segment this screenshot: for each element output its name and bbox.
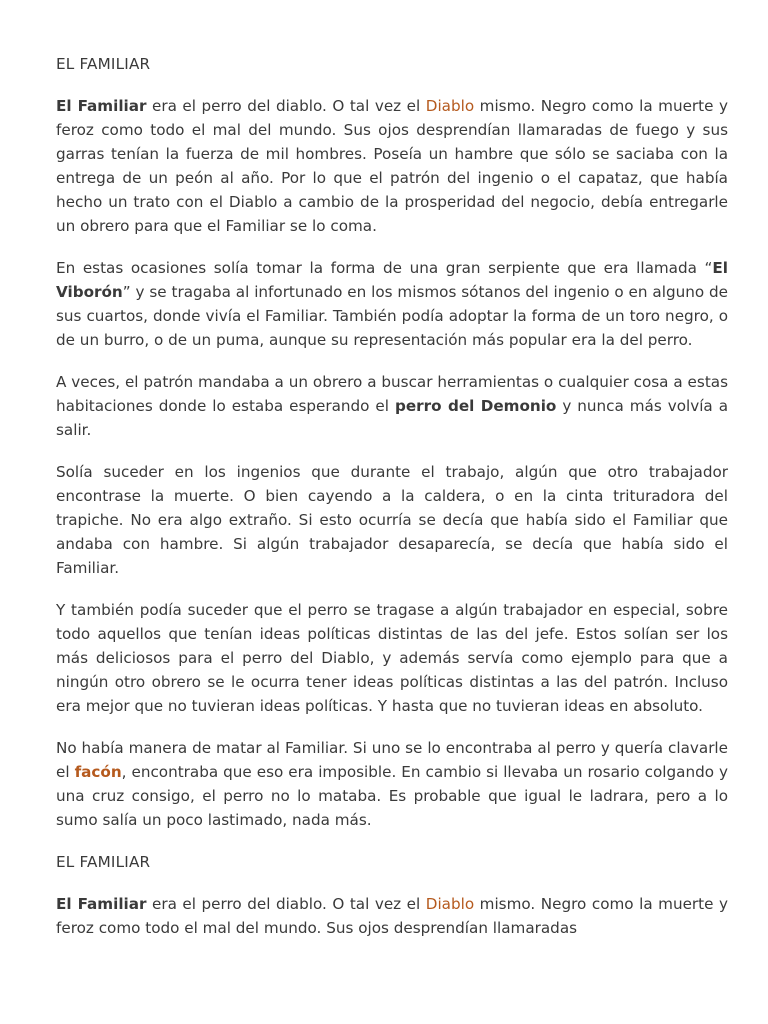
paragraph-4: Solía suceder en los ingenios que durante el trabajo, algún que otro trabajador encontrase la muerte. O bien cayendo a la caldera, o en la cinta trituradora del trapiche. No era algo extraño. Si esto ocurría se decía que había sido el Familiar que andaba con hambre. Si algún trabajador desaparecía, se decía que había sido el Familiar. [56,463,728,577]
paragraph-6 [56,736,728,832]
paragraph-7 [56,892,728,940]
bold-term: perro del Demonio [394,397,557,415]
text-run: era el perro del diablo. O tal vez el [146,895,426,913]
highlighted-link[interactable]: facón [74,763,122,781]
paragraph-5: Y también podía suceder que el perro se tragase a algún trabajador en especial, sobre todo aquellos que tenían ideas políticas distintas de las del jefe. Estos solían ser los más deliciosos para el perro del Diablo, y además servía como ejemplo para que a ningún otro obrero se le ocurra tener ideas políticas distintas a las del patrón. Incluso era mejor que no tuvieran ideas políticas. Y hasta que no tuvieran ideas en absoluto. [56,601,728,715]
bold-term: El Familiar [56,895,147,913]
highlighted-link[interactable]: Diablo [425,97,475,115]
paragraph-3 [56,370,728,442]
text-run: , encontraba que eso era imposible. En cambio si llevaba un rosario colgando y una cruz consigo, el perro no lo mataba. Es probable que igual le ladrara, pero a lo sumo salía un poco lastimado, nada más. [56,763,728,829]
document-page [56,52,728,958]
text-run: No había manera de matar al Familiar. Si uno se lo encontraba al perro y quería clavarle el [56,739,728,781]
text-run: era el perro del diablo. O tal vez el [146,97,426,115]
bold-term: El Viborón [56,259,728,301]
text-run: mismo. Negro como la muerte y feroz como todo el mal del mundo. Sus ojos desprendían llamaradas [56,895,728,937]
paragraph-1 [56,94,728,238]
text-run: y nunca más volvía a salir. [56,397,728,439]
highlighted-link[interactable]: Diablo [425,895,475,913]
section-title-repeat: EL FAMILIAR [56,853,151,871]
text-run: ” y se tragaba al infortunado en los mismos sótanos del ingenio o en alguno de sus cuartos, donde vivía el Familiar. También podía adoptar la forma de un toro negro, o de un burro, o de un puma, aunque su representación más popular era la del perro. [56,283,728,349]
bold-term: El Familiar [56,97,147,115]
section-title: EL FAMILIAR [56,55,151,73]
text-run: A veces, el patrón mandaba a un obrero a buscar herramientas o cualquier cosa a estas habitaciones donde lo estaba esperando el [56,373,728,415]
paragraph-2 [56,256,728,352]
text-run: En estas ocasiones solía tomar la forma de una gran serpiente que era llamada “ [56,259,713,277]
text-run: mismo. Negro como la muerte y feroz como todo el mal del mundo. Sus ojos desprendían llamaradas de fuego y sus garras tenían la fuerza de mil hombres. Poseía un hambre que sólo se saciaba con la entrega de un peón al año. Por lo que el patrón del ingenio o el capataz, que había hecho un trato con el Diablo a cambio de la prosperidad del negocio, debía entregarle un obrero para que el Familiar se lo coma. [56,97,728,235]
